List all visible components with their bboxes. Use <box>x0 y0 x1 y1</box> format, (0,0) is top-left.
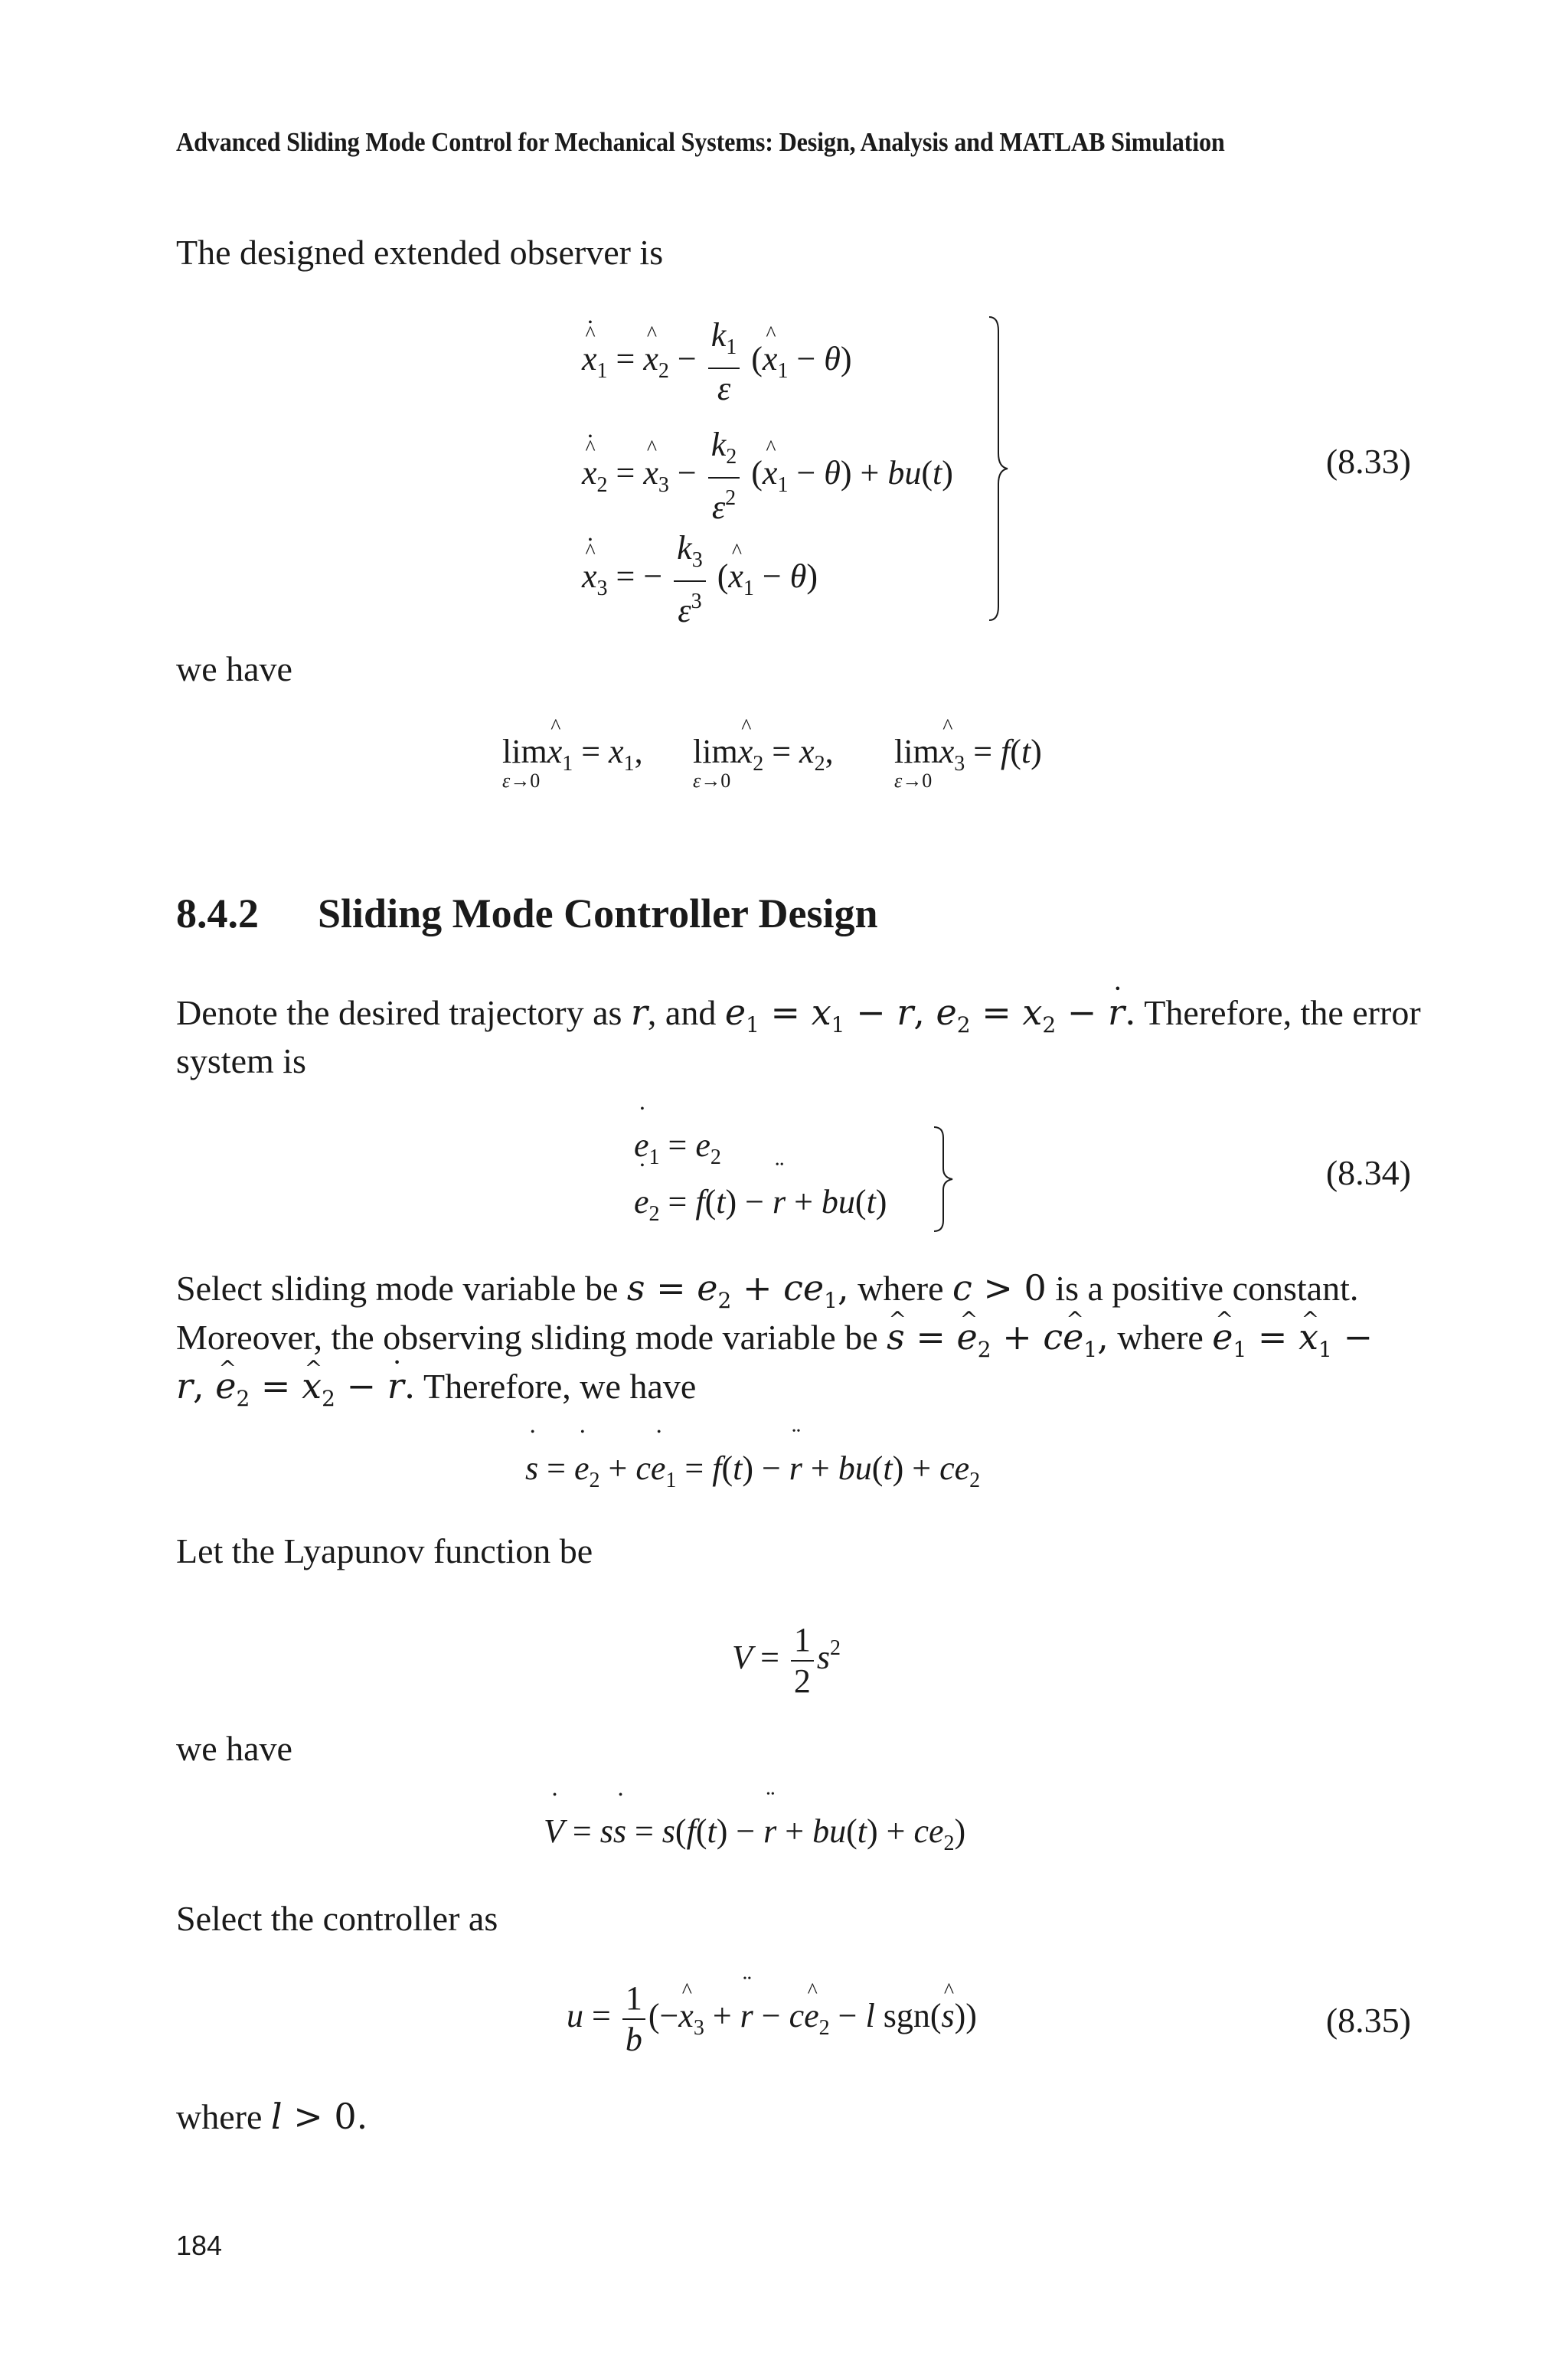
right-brace-834 <box>933 1126 956 1233</box>
paragraph-trajectory: Denote the desired trajectory as r, and $e_1 = x_1 - r$, $e_2 = x_2 - r$ •. Therefore, the error <box>176 988 1421 1050</box>
eq-835-line: u = $\frac{1}{b}$ (−^ $x_3 + r$ •• − c^ $e_2 - l$ sgn(^ s)) <box>567 1979 977 2060</box>
right-brace-833 <box>988 315 1011 622</box>
equation-v-dot: V • = ss • = s(f(t) − r •• + $bu(t) + ce_2$) <box>544 1812 965 1856</box>
limit-2: lim^ $x_2 = x_2$, <box>693 732 834 776</box>
limit-sub-2: ε→0 <box>693 770 731 792</box>
section-title: Sliding Mode Controller Design <box>318 890 878 936</box>
paragraph-where-l: where l > 0. <box>176 2096 368 2137</box>
equation-s-dot: s • = e $•_2$ + ce $•_1 = f(t) - r$ •• + $bu(t) + ce_2$ <box>525 1449 980 1493</box>
page-number: 184 <box>176 2230 223 2261</box>
equation-number-834: (8.34) <box>1325 1153 1411 1192</box>
limit-sub-1: ε→0 <box>502 770 541 792</box>
paragraph-trajectory-cont: system is <box>176 1041 306 1080</box>
paragraph-lyapunov: Let the Lyapunov function be <box>176 1531 593 1570</box>
section-heading <box>176 890 878 937</box>
section-number: 8.4.2 <box>176 890 259 936</box>
eq-834-line2: e $•_2 = f(t) - r$ •• + bu(t) <box>634 1182 887 1227</box>
equation-lyapunov: V = $\frac{1}{2}$ $s^2$ <box>732 1621 841 1700</box>
paragraph-we-have-1: we have <box>176 649 292 688</box>
paragraph-sliding-variable: Select sliding mode variable be $s = e_2 + ce_1$, where c > 0 is a positive constant. <box>176 1267 1359 1313</box>
equation-number-833: (8.33) <box>1325 442 1411 481</box>
equation-number-835: (8.35) <box>1325 2001 1411 2040</box>
running-header: Advanced Sliding Mode Control for Mechanical Systems: Design, Analysis and MATLAB Simulation <box>176 127 1225 157</box>
paragraph-observer-intro: The designed extended observer is <box>176 233 664 272</box>
paragraph-we-have-2: we have <box>176 1729 292 1768</box>
limit-sub-3: ε→0 <box>894 770 933 792</box>
eq-833-line3: ^ x $•_3$ = − $\frac{k_3}{\varepsilon^3}$ (^ $x_1 - \theta$) <box>582 528 818 631</box>
eq-833-line2: ^ x $•_2$ = ^ $x_3$ − $\frac{k_2}{\varepsilon^2}$ (^ $x_1 - \theta) + bu(t)$ <box>582 425 953 528</box>
paragraph-controller: Select the controller as <box>176 1899 498 1938</box>
limit-3: lim^ $x_3 = f(t)$ <box>894 732 1042 776</box>
eq-833-line1: ^ x $•_1$ = ^ $x_2$ − $\frac{k_1}{\varepsilon}$ (^ $x_1 - \theta$) <box>582 315 852 409</box>
eq-834-line1: e $•_1 = e_2$ <box>634 1126 721 1170</box>
limit-1: lim^ $x_1 = x_1$, <box>502 732 643 776</box>
paragraph-sliding-variable-3: r, ^ $e_2$ = ^ $x_2 - r$ •. Therefore, we have <box>176 1361 696 1423</box>
paragraph-sliding-variable-2: Moreover, the observing sliding mode variable be ^ s = ^ $e_2$ + c^ $e_1$, where ^ $e_1$ = ^ $x_1$ − <box>176 1312 1373 1374</box>
